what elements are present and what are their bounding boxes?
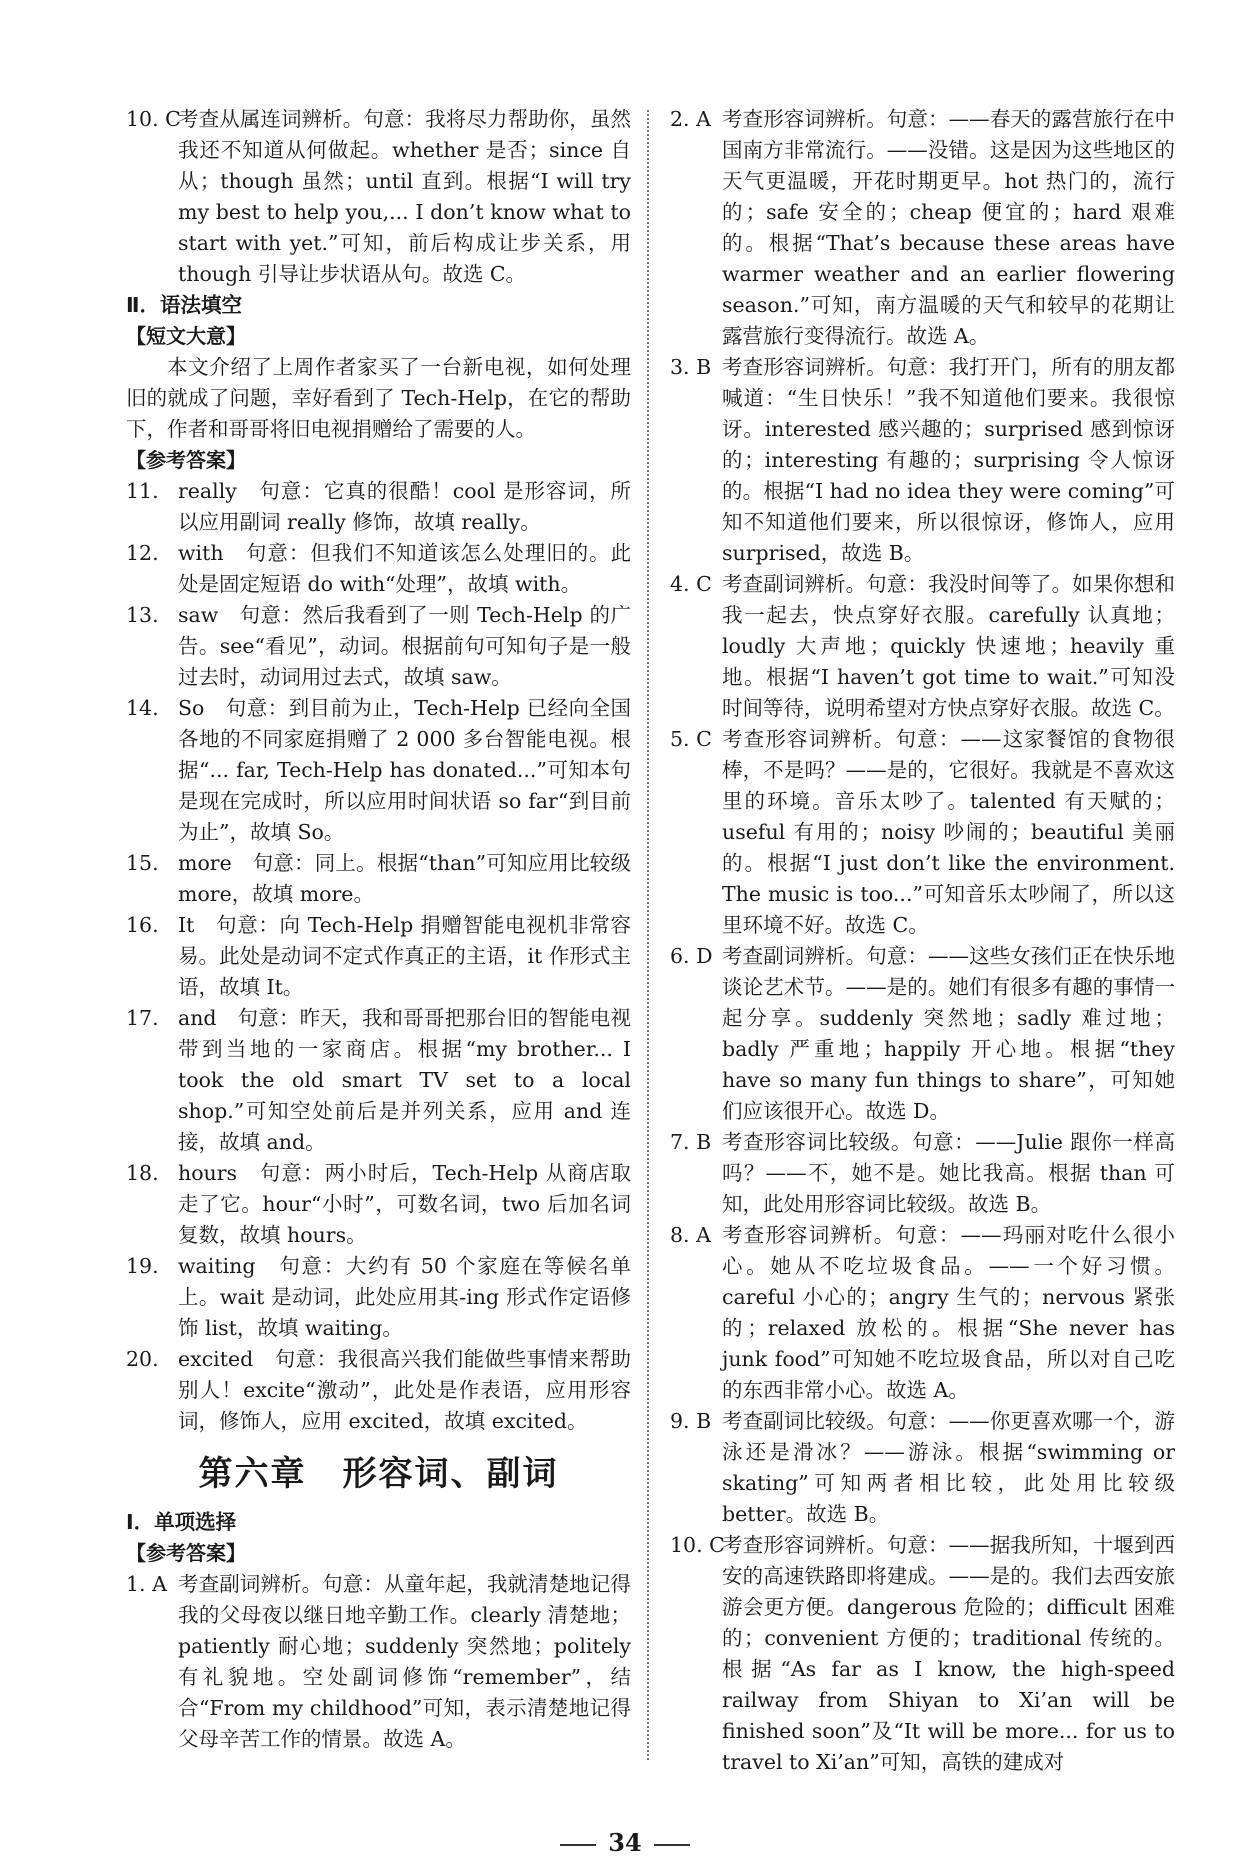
item-text: excited 句意：我很高兴我们能做些事情来帮助别人！excite“激动”，此处是作表语，应用形容词，修饰人，应用 excited，故填 excited。 — [178, 1347, 631, 1433]
right-item-8 — [670, 1220, 1175, 1406]
item-number: 3. B — [670, 355, 712, 379]
item-text: 考查形容词辨析。句意：我打开门，所有的朋友都喊道：“生日快乐！”我不知道他们要来。我很惊讶。interested 感兴趣的；surprised 感到惊讶的；interesting 有趣的；surprising 令人惊讶的。根据“I had no idea they were coming”可知不知道他们要来，所以很惊讶，修饰人，应用 surprised，故选 B。 — [722, 355, 1175, 565]
left-item-20 — [126, 1344, 631, 1437]
page-number-dash-right — [654, 1844, 690, 1846]
item-text: waiting 句意：大约有 50 个家庭在等候名单上。wait 是动词，此处应用其-ing 形式作定语修饰 list，故填 waiting。 — [178, 1254, 631, 1340]
left-column — [126, 104, 631, 1755]
item-number: 10. C — [126, 107, 181, 131]
item-number: 18. — [126, 1161, 159, 1185]
item-number: 6. D — [670, 944, 713, 968]
item-number: 14. — [126, 696, 159, 720]
page-number-dash-left — [560, 1844, 596, 1846]
answer-tag: 【参考答案】 — [126, 448, 246, 472]
summary-text: 本文介绍了上周作者家买了一台新电视，如何处理旧的就成了问题，幸好看到了 Tech-Help，在它的帮助下，作者和哥哥将旧电视捐赠给了需要的人。 — [126, 355, 631, 441]
item-number: 20. — [126, 1347, 159, 1371]
summary-tag: 【短文大意】 — [126, 324, 246, 348]
item-number: 2. A — [670, 107, 711, 131]
item-text: saw 句意：然后我看到了一则 Tech-Help 的广告。see“看见”，动词。根据前句可知句子是一般过去时，动词用过去式，故填 saw。 — [178, 603, 631, 689]
right-item-9 — [670, 1406, 1175, 1530]
item-text: 考查副词辨析。句意：——这些女孩们正在快乐地谈论艺术节。——是的。她们有很多有趣的事情一起分享。suddenly 突然地；sadly 难过地；badly 严重地；happily 开心地。根据“they have so many fun things to share”，可知她们应该很开心。故选 D。 — [722, 944, 1175, 1123]
item-text: So 句意：到目前为止，Tech-Help 已经向全国各地的不同家庭捐赠了 2 000 多台智能电视。根据“... far, Tech-Help has donated...”可知本句是现在完成时，所以应用时间状语 so far“到目前为止”，故填 So。 — [178, 696, 631, 844]
left-item-17 — [126, 1003, 631, 1158]
right-item-5 — [670, 724, 1175, 941]
left-item-16 — [126, 910, 631, 1003]
item-number: 4. C — [670, 572, 712, 596]
item-text: 考查形容词辨析。句意：——春天的露营旅行在中国南方非常流行。——没错。这是因为这些地区的天气更温暖，开花时期更早。hot 热门的，流行的；safe 安全的；cheap 便宜的；hard 艰难的。根据“That’s because these areas have warmer weather and an earlier flowering season.”可知，南方温暖的天气和较早的花期让露营旅行变得流行。故选 A。 — [722, 107, 1175, 348]
item-text: 考查副词比较级。句意：——你更喜欢哪一个，游泳还是滑冰？——游泳。根据“swimming or skating”可知两者相比较，此处用比较级 better。故选 B。 — [722, 1409, 1175, 1526]
item-number: 5. C — [670, 727, 712, 751]
section-title-single-choice: Ⅰ．单项选择 — [126, 1510, 237, 1534]
item-number: 13. — [126, 603, 159, 627]
item-number: 9. B — [670, 1409, 712, 1433]
section-title-grammar-fill: Ⅱ．语法填空 — [126, 293, 243, 317]
left-item-18 — [126, 1158, 631, 1251]
item-text: 考查形容词辨析。句意：——这家餐馆的食物很棒，不是吗？——是的，它很好。我就是不喜欢这里的环境。音乐太吵了。talented 有天赋的；useful 有用的；noisy 吵闹的；beautiful 美丽的。根据“I just don’t like the environment. The music is too...”可知音乐太吵闹了，所以这里环境不好。故选 C。 — [722, 727, 1175, 937]
right-column — [670, 104, 1175, 1778]
item-text: really 句意：它真的很酷！cool 是形容词，所以应用副词 really 修饰，故填 really。 — [178, 479, 631, 534]
item-text: 考查从属连词辨析。句意：我将尽力帮助你，虽然我还不知道从何做起。whether 是否；since 自从；though 虽然；until 直到。根据“I will try my best to help you,... I don’t know what to start with yet.”可知，前后构成让步关系，用 though 引导让步状语从句。故选 C。 — [178, 107, 631, 286]
item-number: 19. — [126, 1254, 159, 1278]
item-number: 17. — [126, 1006, 159, 1030]
item-text: 考查形容词比较级。句意：——Julie 跟你一样高吗？——不，她不是。她比我高。根据 than 可知，此处用形容词比较级。故选 B。 — [722, 1130, 1175, 1216]
left-item-19 — [126, 1251, 631, 1344]
item-number: 16. — [126, 913, 159, 937]
left-item-12 — [126, 538, 631, 600]
left-item-14 — [126, 693, 631, 848]
page-number — [0, 1828, 1250, 1857]
right-item-10 — [670, 1530, 1175, 1778]
left-item-10 — [126, 104, 631, 290]
item-text: hours 句意：两小时后，Tech-Help 从商店取走了它。hour“小时”，可数名词，two 后加名词复数，故填 hours。 — [178, 1161, 631, 1247]
left-item-15 — [126, 848, 631, 910]
item-number: 8. A — [670, 1223, 711, 1247]
column-divider — [647, 110, 649, 1760]
item-number: 1. A — [126, 1572, 167, 1596]
item-number: 10. C — [670, 1533, 725, 1557]
item-text: It 句意：向 Tech-Help 捐赠智能电视机非常容易。此处是动词不定式作真正的主语，it 作形式主语，故填 It。 — [178, 913, 631, 999]
item-text: more 句意：同上。根据“than”可知应用比较级 more，故填 more。 — [178, 851, 631, 906]
item-number: 15. — [126, 851, 159, 875]
left-item-11 — [126, 476, 631, 538]
item-text: 考查副词辨析。句意：从童年起，我就清楚地记得我的父母夜以继日地辛勤工作。clearly 清楚地；patiently 耐心地；suddenly 突然地；politely 有礼貌地。空处副词修饰“remember”，结合“From my childhood”可知，表示清楚地记得父母辛苦工作的情景。故选 A。 — [178, 1572, 631, 1751]
item-text: 考查形容词辨析。句意：——据我所知，十堰到西安的高速铁路即将建成。——是的。我们去西安旅游会更方便。dangerous 危险的；difficult 困难的；convenient 方便的；traditional 传统的。根据“As far as I know, the high-speed railway from Shiyan to Xi’an will be finished soon”及“It will be more... for us to travel to Xi’an”可知，高铁的建成对 — [722, 1533, 1175, 1774]
item-number: 12. — [126, 541, 159, 565]
right-item-3 — [670, 352, 1175, 569]
item-text: with 句意：但我们不知道该怎么处理旧的。此处是固定短语 do with“处理”，故填 with。 — [178, 541, 631, 596]
chapter-title: 第六章 形容词、副词 — [198, 1454, 559, 1494]
item-number: 7. B — [670, 1130, 712, 1154]
item-text: and 句意：昨天，我和哥哥把那台旧的智能电视带到当地的一家商店。根据“my brother... I took the old smart TV set to a local shop.”可知空处前后是并列关系，应用 and 连接，故填 and。 — [178, 1006, 631, 1154]
right-item-2 — [670, 104, 1175, 352]
item-text: 考查形容词辨析。句意：——玛丽对吃什么很小心。她从不吃垃圾食品。——一个好习惯。careful 小心的；angry 生气的；nervous 紧张的；relaxed 放松的。根据“She never has junk food”可知她不吃垃圾食品，所以对自己吃的东西非常小心。故选 A。 — [722, 1223, 1175, 1402]
right-item-7 — [670, 1127, 1175, 1220]
left-item-1 — [126, 1569, 631, 1755]
right-item-6 — [670, 941, 1175, 1127]
left-item-13 — [126, 600, 631, 693]
answer-tag: 【参考答案】 — [126, 1541, 246, 1565]
page-number-value: 34 — [608, 1828, 642, 1857]
right-item-4 — [670, 569, 1175, 724]
item-number: 11. — [126, 479, 159, 503]
item-text: 考查副词辨析。句意：我没时间等了。如果你想和我一起去，快点穿好衣服。carefully 认真地；loudly 大声地；quickly 快速地；heavily 重地。根据“I haven’t got time to wait.”可知没时间等待，说明希望对方快点穿好衣服。故选 C。 — [722, 572, 1175, 720]
